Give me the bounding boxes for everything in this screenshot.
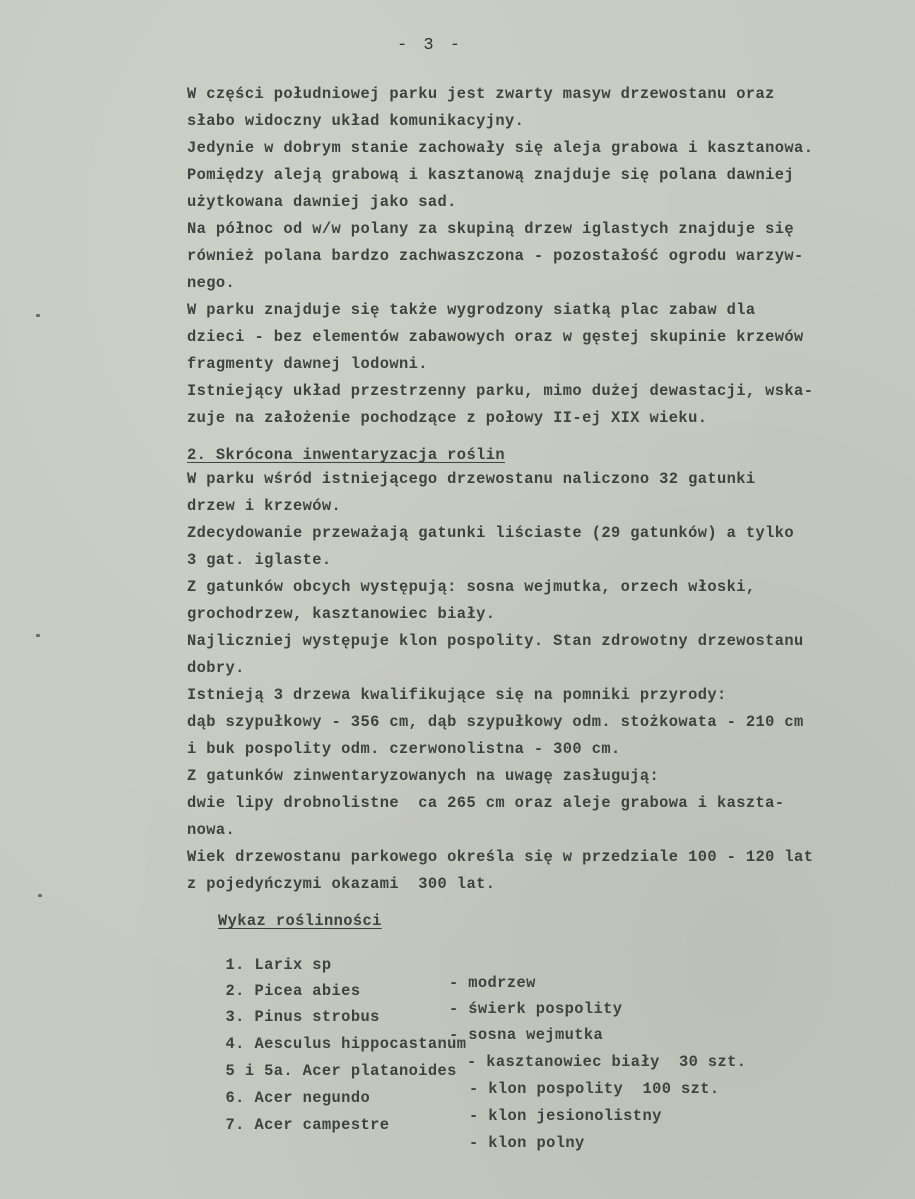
species-latin: 5 i 5a. Acer platanoides: [225, 1062, 457, 1080]
margin-mark: [36, 314, 40, 317]
species-latin: 3. Pinus strobus: [225, 1008, 380, 1026]
text-line: nowa.: [187, 821, 236, 839]
text-line: użytkowana dawniej jako sad.: [187, 193, 457, 211]
species-polish: - klon jesionolistny: [469, 1107, 662, 1125]
text-line: dobry.: [187, 659, 245, 677]
text-line: Najliczniej występuje klon pospolity. Stan zdrowotny drzewostanu: [187, 632, 804, 650]
text-line: Z gatunków obcych występują: sosna wejmutka, orzech włoski,: [187, 578, 756, 596]
text-line: Wiek drzewostanu parkowego określa się w przedziale 100 - 120 lat: [187, 848, 814, 866]
species-polish: - klon polny: [469, 1134, 585, 1152]
text-line: Zdecydowanie przeważają gatunki liściaste (29 gatunków) a tylko: [187, 524, 795, 542]
text-line: nego.: [187, 274, 236, 292]
species-polish: - sosna wejmutka: [449, 1026, 604, 1044]
text-line: 3 gat. iglaste.: [187, 551, 332, 569]
text-line: dwie lipy drobnolistne ca 265 cm oraz aleje grabowa i kaszta-: [187, 794, 785, 812]
text-line: Z gatunków zinwentaryzowanych na uwagę zasługują:: [187, 767, 660, 785]
text-line: Pomiędzy aleją grabową i kasztanową znajduje się polana dawniej: [187, 166, 795, 184]
species-latin: 4. Aesculus hippocastanum: [225, 1035, 467, 1053]
species-polish: - modrzew: [449, 974, 536, 992]
species-latin: 6. Acer negundo: [225, 1089, 371, 1107]
text-line: dąb szypułkowy - 356 cm, dąb szypułkowy odm. stożkowata - 210 cm: [187, 713, 804, 731]
species-latin: 1. Larix sp: [225, 956, 332, 974]
text-line: również polana bardzo zachwaszczona - pozostałość ogrodu warzyw-: [187, 247, 804, 265]
text-line: i buk pospolity odm. czerwonolistna - 300 cm.: [187, 740, 621, 758]
text-line: zuje na założenie pochodzące z połowy II-ej XIX wieku.: [187, 409, 708, 427]
text-line: Jedynie w dobrym stanie zachowały się aleja grabowa i kasztanowa.: [187, 139, 814, 157]
text-line: dzieci - bez elementów zabawowych oraz w gęstej skupinie krzewów: [187, 328, 804, 346]
margin-mark: [38, 894, 42, 897]
text-line: Na północ od w/w polany za skupiną drzew iglastych znajduje się: [187, 220, 795, 238]
text-line: fragmenty dawnej lodowni.: [187, 355, 428, 373]
species-polish: - kasztanowiec biały 30 szt.: [467, 1053, 747, 1071]
text-line: W części południowej parku jest zwarty masyw drzewostanu oraz: [187, 85, 775, 103]
section-heading: 2. Skrócona inwentaryzacja roślin: [187, 446, 505, 464]
species-latin: 2. Picea abies: [225, 982, 361, 1000]
text-line: drzew i krzewów.: [187, 497, 342, 515]
text-line: W parku znajduje się także wygrodzony siatką plac zabaw dla: [187, 301, 756, 319]
text-line: Istnieją 3 drzewa kwalifikujące się na pomniki przyrody:: [187, 686, 727, 704]
text-line: słabo widoczny układ komunikacyjny.: [187, 112, 525, 130]
text-line: grochodrzew, kasztanowiec biały.: [187, 605, 496, 623]
page-number: - 3 -: [396, 36, 463, 55]
list-heading: Wykaz roślinności: [218, 912, 382, 930]
text-line: W parku wśród istniejącego drzewostanu naliczono 32 gatunki: [187, 470, 756, 488]
margin-mark: [36, 634, 40, 637]
text-line: z pojedyńczymi okazami 300 lat.: [187, 875, 496, 893]
text-line: Istniejący układ przestrzenny parku, mimo dużej dewastacji, wska-: [187, 382, 814, 400]
species-polish: - świerk pospolity: [449, 1000, 623, 1018]
species-latin: 7. Acer campestre: [225, 1116, 390, 1134]
species-polish: - klon pospolity 100 szt.: [469, 1080, 720, 1098]
